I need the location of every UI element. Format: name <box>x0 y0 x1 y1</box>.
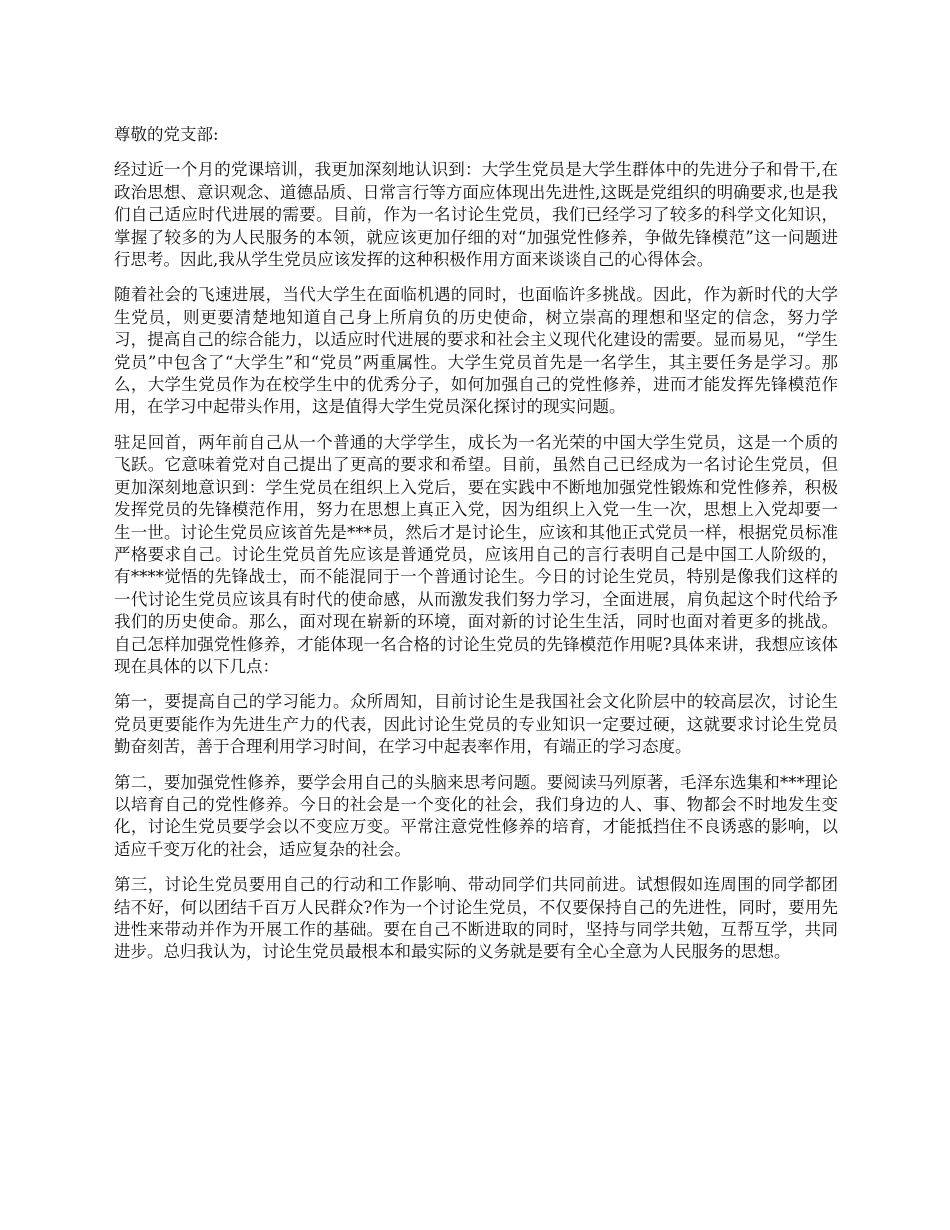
document-body <box>114 124 838 977</box>
paragraph-3: 驻足回首，两年前自己从一个普通的大学学生，成长为一名光荣的中国大学生党员，这是一个质的飞跃。它意味着党对自己提出了更高的要求和希望。目前，虽然自己已经成为一名讨论生党员，但更加深刻地意识到：学生党员在组织上入党后，要在实践中不断地加强党性锻炼和党性修养，积极发挥党员的先锋模范作用，努力在思想上真正入党，因为组织上入党一生一次，思想上入党却要一生一世。讨论生党员应该首先是***员，然后才是讨论生，应该和其他正式党员一样，根据党员标准严格要求自己。讨论生党员首先应该是普通党员，应该用自己的言行表明自己是中国工人阶级的，有****觉悟的先锋战士，而不能混同于一个普通讨论生。今日的讨论生党员，特别是像我们这样的一代讨论生党员应该具有时代的使命感，从而激发我们努力学习，全面进展，肩负起这个时代给予我们的历史使命。那么，面对现在崭新的环境，面对新的讨论生生活，同时也面对着更多的挑战。自己怎样加强党性修养，才能体现一名合格的讨论生党员的先锋模范作用呢?具体来讲，我想应该体现在具体的以下几点： <box>114 432 838 676</box>
paragraph-1: 经过近一个月的党课培训，我更加深刻地认识到：大学生党员是大学生群体中的先进分子和骨干,在政治思想、意识观念、道德品质、日常言行等方面应体现出先进性,这既是党组织的明确要求,也是我们自己适应时代进展的需要。目前，作为一名讨论生党员，我们已经学习了较多的科学文化知识，掌握了较多的为人民服务的本领，就应该更加仔细的对“加强党性修养，争做先锋模范”这一问题进行思考。因此,我从学生党员应该发挥的这种积极作用方面来谈谈自己的心得体会。 <box>114 160 838 270</box>
paragraph-5: 第二，要加强党性修养，要学会用自己的头脑来思考问题。要阅读马列原著，毛泽东选集和***理论以培育自己的党性修养。今日的社会是一个变化的社会，我们身边的人、事、物都会不时地发生变化，讨论生党员要学会以不变应万变。平常注意党性修养的培育，才能抵挡住不良诱惑的影响，以适应千变万化的社会，适应复杂的社会。 <box>114 772 838 859</box>
salutation: 尊敬的党支部: <box>114 125 219 144</box>
paragraph-2: 随着社会的飞速进展，当代大学生在面临机遇的同时，也面临许多挑战。因此，作为新时代的大学生党员，则更要清楚地知道自己身上所肩负的历史使命，树立崇高的理想和坚定的信念，努力学习，提高自己的综合能力，以适应时代进展的要求和社会主义现代化建设的需要。显而易见，“学生党员”中包含了“大学生”和“党员”两重属性。大学生党员首先是一名学生，其主要任务是学习。那么，大学生党员作为在校学生中的优秀分子，如何加强自己的党性修养，进而才能发挥先锋模范作用，在学习中起带头作用，这是值得大学生党员深化探讨的现实问题。 <box>114 285 838 417</box>
paragraph-4: 第一，要提高自己的学习能力。众所周知，目前讨论生是我国社会文化阶层中的较高层次，讨论生党员更要能作为先进生产力的代表，因此讨论生党员的专业知识一定要过硬，这就要求讨论生党员勤奋刻苦，善于合理利用学习时间，在学习中起表率作用，有端正的学习态度。 <box>114 692 838 757</box>
paragraph-6: 第三，讨论生党员要用自己的行动和工作影响、带动同学们共同前进。试想假如连周围的同学都团结不好，何以团结千百万人民群众?作为一个讨论生党员，不仅要保持自己的先进性，同时，要用先进性来带动并作为开展工作的基础。要在自己不断进取的同时，坚持与同学共勉，互帮互学，共同进步。总归我认为，讨论生党员最根本和最实际的义务就是要有全心全意为人民服务的思想。 <box>114 875 838 962</box>
